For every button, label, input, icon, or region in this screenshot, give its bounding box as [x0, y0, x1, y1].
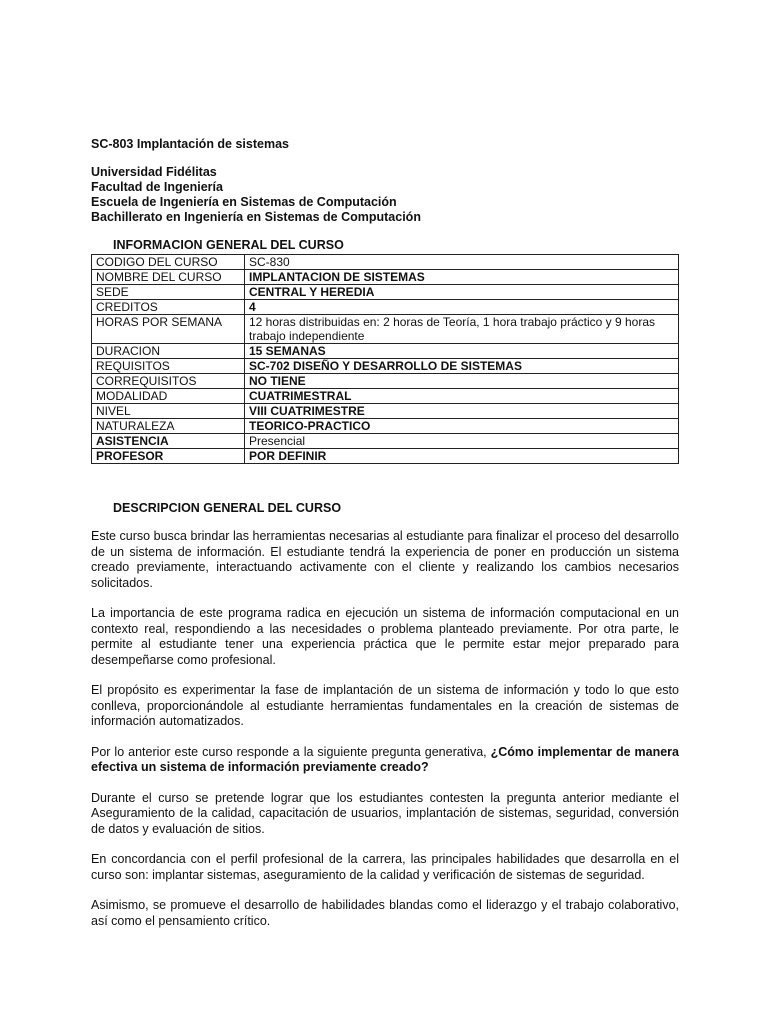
degree-name: Bachillerato en Ingeniería en Sistemas de Computación: [91, 210, 421, 224]
row-label: MODALIDAD: [92, 389, 245, 404]
table-row: [92, 315, 679, 344]
table-row: [92, 449, 679, 464]
table-row: [92, 434, 679, 449]
row-value: 15 SEMANAS: [245, 344, 679, 359]
table-row: [92, 389, 679, 404]
row-label: NIVEL: [92, 404, 245, 419]
paragraph: El propósito es experimentar la fase de implantación de un sistema de información y todo lo que esto conlleva, proporcionándole al estudiante herramientas fundamentales en la creación de sistemas de información automatizados.: [91, 683, 679, 728]
course-description: [91, 529, 679, 944]
row-label: CREDITOS: [92, 300, 245, 315]
generative-question: ¿Cómo implementar de manera efectiva un sistema de información previamente creado?: [91, 744, 679, 774]
paragraph: Asimismo, se promueve el desarrollo de habilidades blandas como el liderazgo y el trabajo colaborativo, así como el pensamiento crítico.: [91, 898, 679, 928]
row-value: CENTRAL Y HEREDIA: [245, 285, 679, 300]
paragraph: Este curso busca brindar las herramientas necesarias al estudiante para finalizar el proceso del desarrollo de un sistema de información. El estudiante tendrá la experiencia de poner en producción un sistema creado previamente, interactuando activamente con el cliente y realizando los cambios necesarios solicitados.: [91, 529, 679, 590]
row-value: CUATRIMESTRAL: [245, 389, 679, 404]
table-row: [92, 359, 679, 374]
row-label: SEDE: [92, 285, 245, 300]
university-name: Universidad Fidélitas: [91, 165, 217, 179]
paragraph: La importancia de este programa radica en ejecución un sistema de información computacional en un contexto real, respondiendo a las necesidades o problema planteado previamente. Por otra parte, le permite al estudiante tener una experiencia práctica que le permite estar mejor preparado para desempeñarse como profesional.: [91, 606, 679, 667]
table-row: [92, 344, 679, 359]
row-value: Presencial: [245, 434, 679, 449]
table-row: [92, 374, 679, 389]
section-title-general-info: INFORMACION GENERAL DEL CURSO: [113, 238, 344, 252]
row-label: NOMBRE DEL CURSO: [92, 270, 245, 285]
paragraph: En concordancia con el perfil profesional de la carrera, las principales habilidades que desarrolla en el curso son: implantar sistemas, aseguramiento de la calidad y verificación de sistemas de seguridad.: [91, 852, 679, 882]
row-label: HORAS POR SEMANA: [92, 315, 245, 344]
question-intro: Por lo anterior este curso responde a la siguiente pregunta generativa,: [91, 744, 491, 759]
row-value: IMPLANTACION DE SISTEMAS: [245, 270, 679, 285]
table-row: [92, 404, 679, 419]
paragraph: Durante el curso se pretende lograr que los estudiantes contesten la pregunta anterior mediante el Aseguramiento de la calidad, capacitación de usuarios, implantación de sistemas, seguridad, conversión de datos y evaluación de sitios.: [91, 790, 679, 836]
row-value: SC-702 DISEÑO Y DESARROLLO DE SISTEMAS: [245, 359, 679, 374]
row-label: DURACION: [92, 344, 245, 359]
row-value: 12 horas distribuidas en: 2 horas de Teoría, 1 hora trabajo práctico y 9 horas trabajo independiente: [245, 315, 679, 344]
paragraph-generative-question: [91, 745, 679, 776]
row-label: PROFESOR: [92, 449, 245, 464]
row-value: POR DEFINIR: [245, 449, 679, 464]
table-row: [92, 419, 679, 434]
school-name: Escuela de Ingeniería en Sistemas de Computación: [91, 195, 397, 209]
institution-header: [91, 165, 421, 225]
row-value: SC-830: [245, 255, 679, 270]
row-label: REQUISITOS: [92, 359, 245, 374]
table-row: [92, 270, 679, 285]
row-label: CORREQUISITOS: [92, 374, 245, 389]
row-value: 4: [245, 300, 679, 315]
row-label: ASISTENCIA: [92, 434, 245, 449]
faculty-name: Facultad de Ingeniería: [91, 180, 223, 194]
row-value: VIII CUATRIMESTRE: [245, 404, 679, 419]
section-title-description: DESCRIPCION GENERAL DEL CURSO: [113, 501, 342, 515]
table-row: [92, 285, 679, 300]
table-row: [92, 255, 679, 270]
row-value: TEORICO-PRACTICO: [245, 419, 679, 434]
course-info-table: [91, 254, 679, 464]
document-title: SC-803 Implantación de sistemas: [91, 137, 289, 151]
row-label: NATURALEZA: [92, 419, 245, 434]
row-value: NO TIENE: [245, 374, 679, 389]
table-row: [92, 300, 679, 315]
row-label: CODIGO DEL CURSO: [92, 255, 245, 270]
